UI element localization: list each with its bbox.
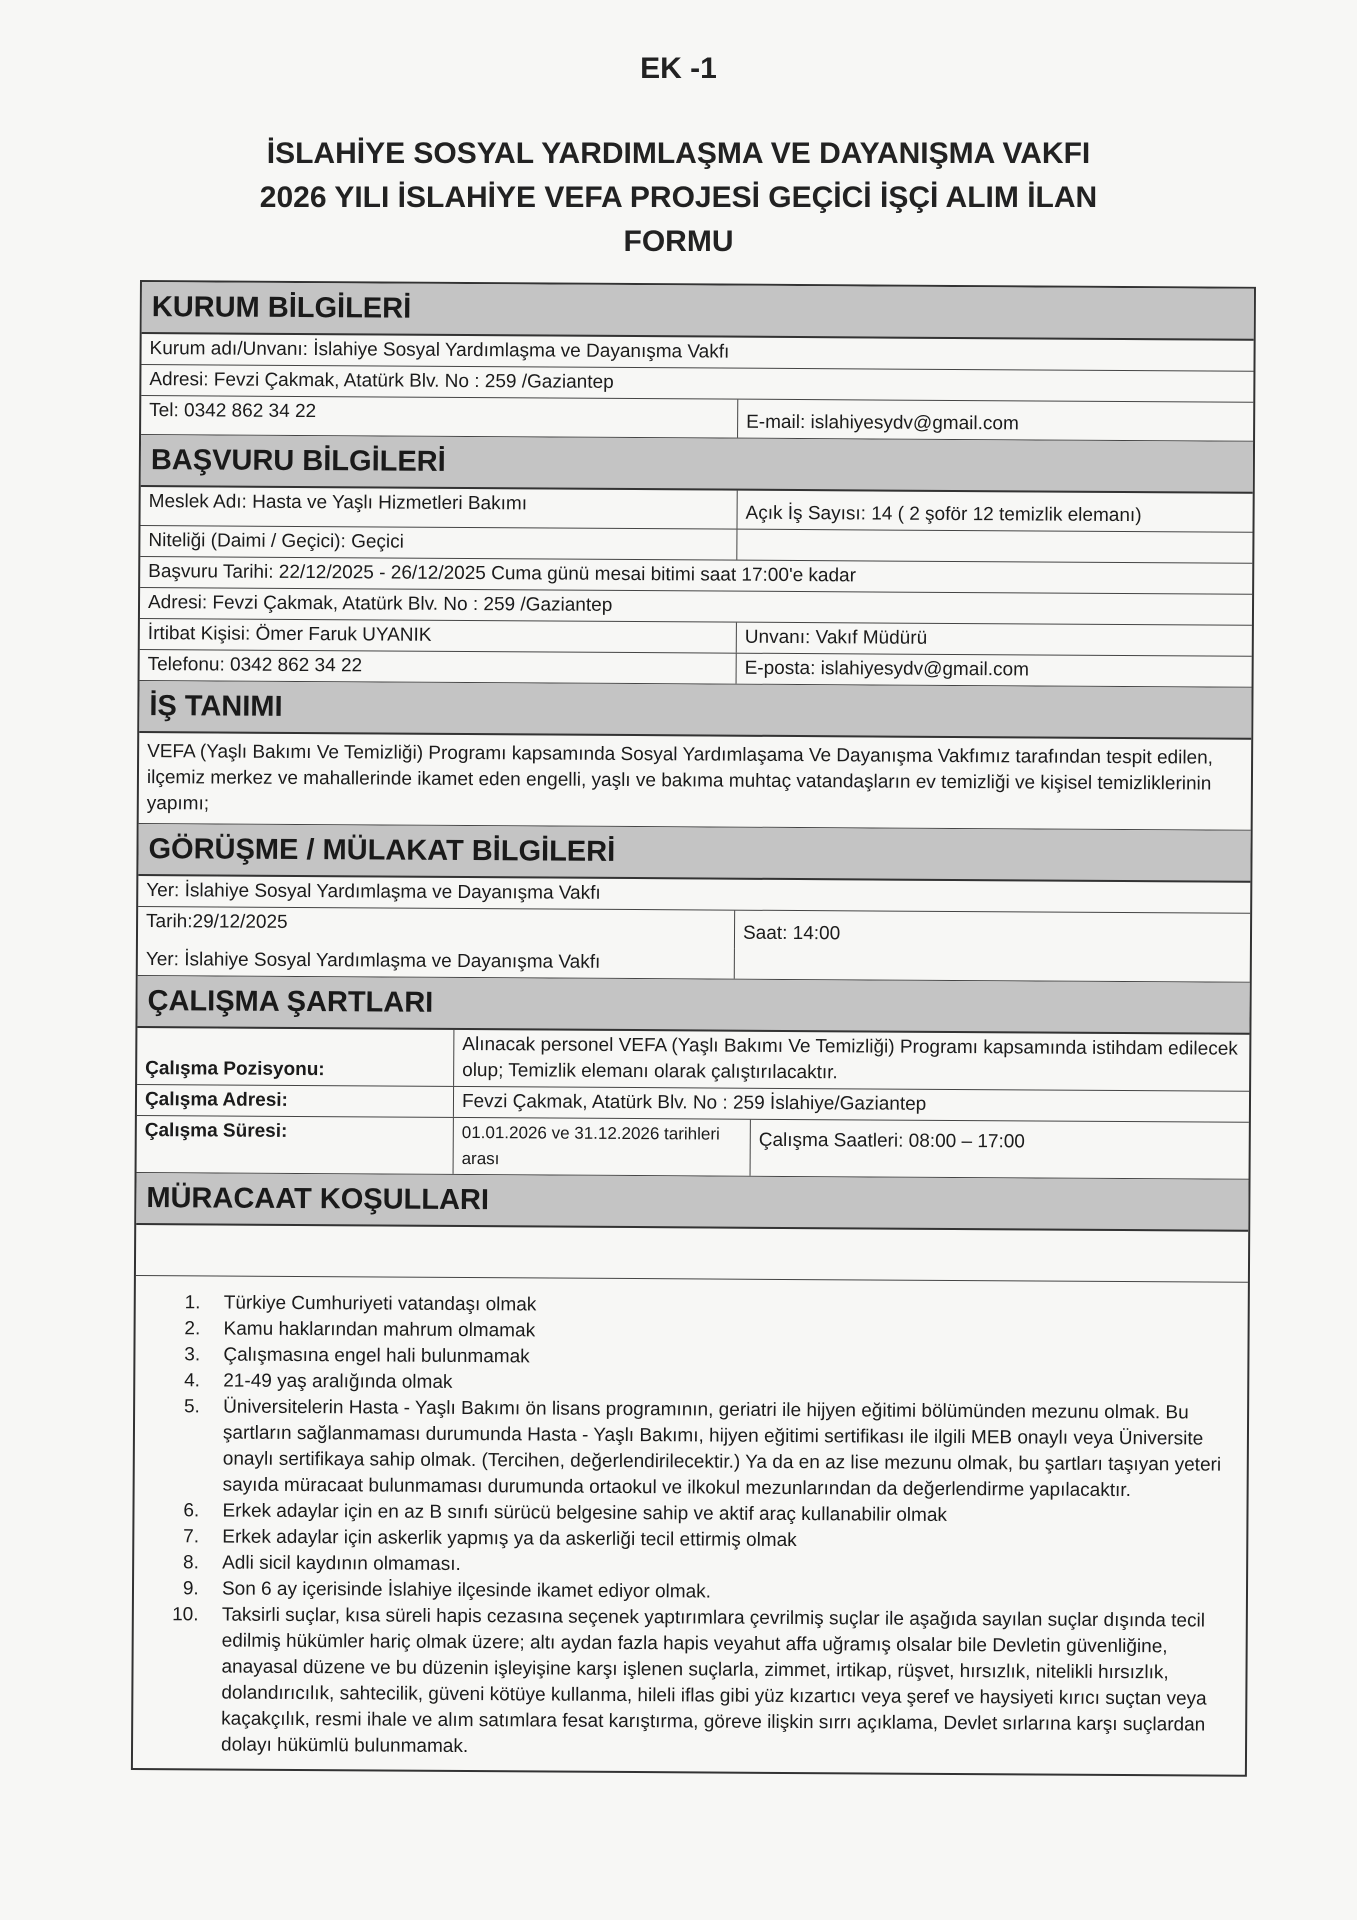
gorusme-saat: Saat: 14:00 bbox=[742, 922, 841, 945]
telefon: Telefonu: 0342 862 34 22 bbox=[140, 650, 737, 684]
document-title bbox=[0, 132, 1357, 264]
adres-label: Çalışma Adresi: bbox=[137, 1085, 454, 1117]
list-item: 4. 21-49 yaş aralığında olmak bbox=[205, 1368, 1227, 1400]
basvuru-adres: Adresi: Fevzi Çakmak, Atatürk Blv. No : 259 /Gaziantep bbox=[147, 592, 613, 616]
section-is-tanimi-heading: İŞ TANIMI bbox=[139, 681, 1251, 740]
is-tanimi-text: VEFA (Yaşlı Bakımı Ve Temizliği) Programı kapsamında Sosyal Yardımlaşama Ve Dayanışma Vakfımız tarafından tespit edilen, ilçemiz merkez ve mahallerinde ikamet eden engelli, yaşlı ve bakıma muhtaç vatandaşların ev temizliği ve kişisel temizliklerinin yapımı; bbox=[139, 733, 1252, 831]
list-item: 1. Türkiye Cumhuriyeti vatandaşı olmak bbox=[206, 1290, 1228, 1322]
sure-value: 01.01.2026 ve 31.12.2026 tarihleri arası bbox=[454, 1118, 751, 1176]
list-item: 10. Taksirli suçlar, kısa süreli hapis cezasına seçenek yaptırımlara çevrilmiş suçlar ile aşağıda sayılan suçlar dışında tecil edilmiş hükümler hariç olmak üzere; altı aydan fazla hapis veyahut affa uğramış olsalar bile Devletin güvenliğine, anayasal düzene ve bu düzenin işleyişine karşı işlenen suçlarla, zimmet, irtikap, rüşvet, hırsızlık, nitelikli hırsızlık, dolandırıcılık, sahtecilik, güveni kötüye kullanma, hileli iflas gibi yüz kızartıcı veya şeref ve haysiyeti kırıcı suçtan veya kaçakçılık, resmi ihale ve alım satımlara fesat karıştırma, göreve ilişkin sırrı açıklama, Devlet sırlarına karşı suçlardan dolayı hükümlü bulunmamak. bbox=[203, 1602, 1226, 1764]
list-item: 3. Çalışmasına engel hali bulunmamak bbox=[205, 1342, 1227, 1374]
list-item: 5. Üniversitelerin Hasta - Yaşlı Bakımı ön lisans programının, geriatri ile hijyen eğitimi bölümünden mezunu olmak. Bu şartların sağlanmaması durumunda Hasta - Yaşlı Bakımı, hijyen eğitimi sertifikası ile ilgili MEB onaylı veya Üniversite onaylı sertifikaya sahip olmak. (Tercihen, değerlendirilecektir.) Ya da en az lise mezunu olmak, bu şartları taşıyan yeteri sayıda müracaat bulunmaması durumunda ortaokul ve ilkokul mezunlarından da değerlendirme yapılacaktır. bbox=[205, 1394, 1228, 1504]
sure-label: Çalışma Süresi: bbox=[137, 1116, 454, 1174]
muracaat-list bbox=[133, 1276, 1248, 1775]
title-line-1: İSLAHİYE SOSYAL YARDIMLAŞMA VE DAYANIŞMA VAKFI bbox=[266, 137, 1091, 170]
list-item: 8. Adli sicil kaydının olmaması. bbox=[204, 1550, 1226, 1582]
list-item: 6. Erkek adaylar için en az B sınıfı sürücü belgesine sahip ve aktif araç kullanabilir olmak bbox=[204, 1498, 1226, 1530]
acik-is-sayisi: Açık İş Sayısı: 14 ( 2 şoför 12 temizlik elemanı) bbox=[745, 502, 1142, 527]
section-kurum-heading: KURUM BİLGİLERİ bbox=[142, 282, 1254, 341]
nitelik: Niteliği (Daimi / Geçici): Geçici bbox=[140, 526, 737, 560]
kurum-address: Adresi: Fevzi Çakmak, Atatürk Blv. No : 259 /Gaziantep bbox=[149, 369, 614, 393]
section-calisma-heading: ÇALIŞMA ŞARTLARI bbox=[137, 976, 1249, 1035]
meslek-adi: Meslek Adı: Hasta ve Yaşlı Hizmetleri Bakımı bbox=[141, 487, 738, 529]
basvuru-tarihi: Başvuru Tarihi: 22/12/2025 - 26/12/2025 Cuma günü mesai bitimi saat 17:00'e kadar bbox=[148, 561, 857, 587]
unvan: Unvanı: Vakıf Müdürü bbox=[744, 626, 928, 649]
list-item: 7. Erkek adaylar için askerlik yapmış ya da askerliği tecil ettirmiş olmak bbox=[204, 1524, 1226, 1556]
list-item: 9. Son 6 ay içerisinde İslahiye ilçesinde ikamet ediyor olmak. bbox=[204, 1576, 1226, 1608]
pozisyon-label: Çalışma Pozisyonu: bbox=[137, 1028, 454, 1086]
irtibat-kisisi: İrtibat Kişisi: Ömer Faruk UYANIK bbox=[140, 619, 737, 653]
gorusme-tarih: Tarih:29/12/2025 bbox=[138, 907, 735, 949]
section-basvuru-heading: BAŞVURU BİLGİLERİ bbox=[141, 435, 1253, 494]
section-gorusme-heading: GÖRÜŞME / MÜLAKAT BİLGİLERİ bbox=[138, 824, 1250, 883]
list-item: 2. Kamu haklarından mahrum olmamak bbox=[206, 1316, 1228, 1348]
gorusme-yer-1: Yer: İslahiye Sosyal Yardımlaşma ve Dayanışma Vakfı bbox=[146, 880, 601, 904]
title-line-2: 2026 YILI İSLAHİYE VEFA PROJESİ GEÇİCİ İŞÇİ ALIM İLAN bbox=[259, 181, 1098, 214]
kurum-name: Kurum adı/Unvanı: İslahiye Sosyal Yardımlaşma ve Dayanışma Vakfı bbox=[149, 338, 730, 363]
title-line-3: FORMU bbox=[623, 225, 734, 258]
eposta: E-posta: islahiyesydv@gmail.com bbox=[744, 657, 1030, 681]
calisma-saatleri: Çalışma Saatleri: 08:00 – 17:00 bbox=[758, 1129, 1025, 1153]
gorusme-yer-2: Yer: İslahiye Sosyal Yardımlaşma ve Dayanışma Vakfı bbox=[138, 945, 735, 979]
pozisyon-value: Alınacak personel VEFA (Yaşlı Bakımı Ve Temizliği) Programı kapsamında istihdam edilecek olup; Temizlik elemanı olarak çalıştırılacaktır. bbox=[462, 1033, 1238, 1084]
kurum-tel: Tel: 0342 862 34 22 bbox=[141, 396, 738, 438]
annex-label: EK -1 bbox=[640, 52, 717, 85]
application-form bbox=[131, 280, 1256, 1777]
adres-value: Fevzi Çakmak, Atatürk Blv. No : 259 İslahiye/Gaziantep bbox=[461, 1090, 927, 1115]
kurum-email: E-mail: islahiyesydv@gmail.com bbox=[746, 411, 1019, 435]
section-muracaat-heading: MÜRACAAT KOŞULLARI bbox=[136, 1173, 1248, 1232]
